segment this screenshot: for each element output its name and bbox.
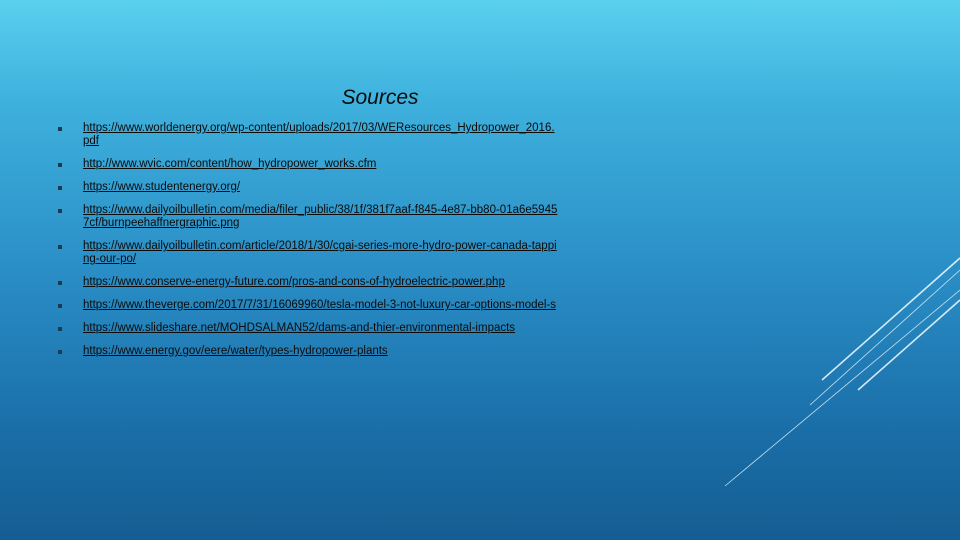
source-link[interactable]: http://www.wvic.com/content/how_hydropower_works.cfm [83, 158, 377, 170]
source-link[interactable]: https://www.dailyoilbulletin.com/article/2018/1/30/cgai-series-more-hydro-power-canada-tapping-our-po/ [83, 240, 557, 265]
bullet-icon [58, 350, 62, 354]
source-item [58, 240, 758, 266]
source-link[interactable]: https://www.theverge.com/2017/7/31/16069960/tesla-model-3-not-luxury-car-options-model-s [83, 299, 557, 311]
source-item [58, 158, 758, 171]
bullet-icon [58, 209, 62, 213]
source-item [58, 299, 758, 312]
deco-line-2 [810, 270, 960, 405]
source-item [58, 322, 758, 335]
deco-line-4 [725, 290, 960, 486]
source-link[interactable]: https://www.dailyoilbulletin.com/media/filer_public/38/1f/381f7aaf-f845-4e87-bb80-01a6e59457cf/burnpeehaffnergraphic.png [83, 204, 558, 229]
bullet-icon [58, 127, 62, 131]
bullet-icon [58, 186, 62, 190]
source-link[interactable]: https://www.slideshare.net/MOHDSALMAN52/dams-and-thier-environmental-impacts [83, 322, 516, 334]
source-link[interactable]: https://www.energy.gov/eere/water/types-hydropower-plants [83, 345, 388, 357]
slide-title: Sources [341, 86, 419, 109]
bullet-icon [58, 245, 62, 249]
deco-line-3 [858, 300, 960, 390]
source-link[interactable]: https://www.studentenergy.org/ [83, 181, 241, 193]
source-item [58, 276, 758, 289]
source-item [58, 345, 758, 358]
source-link[interactable]: https://www.conserve-energy-future.com/pros-and-cons-of-hydroelectric-power.php [83, 276, 505, 288]
bullet-icon [58, 163, 62, 167]
source-item [58, 181, 758, 194]
source-item [58, 122, 758, 148]
sources-list [58, 122, 758, 368]
bullet-icon [58, 304, 62, 308]
source-link[interactable]: https://www.worldenergy.org/wp-content/uploads/2017/03/WEResources_Hydropower_2016.pdf [83, 122, 555, 147]
bullet-icon [58, 281, 62, 285]
source-item [58, 204, 758, 230]
bullet-icon [58, 327, 62, 331]
